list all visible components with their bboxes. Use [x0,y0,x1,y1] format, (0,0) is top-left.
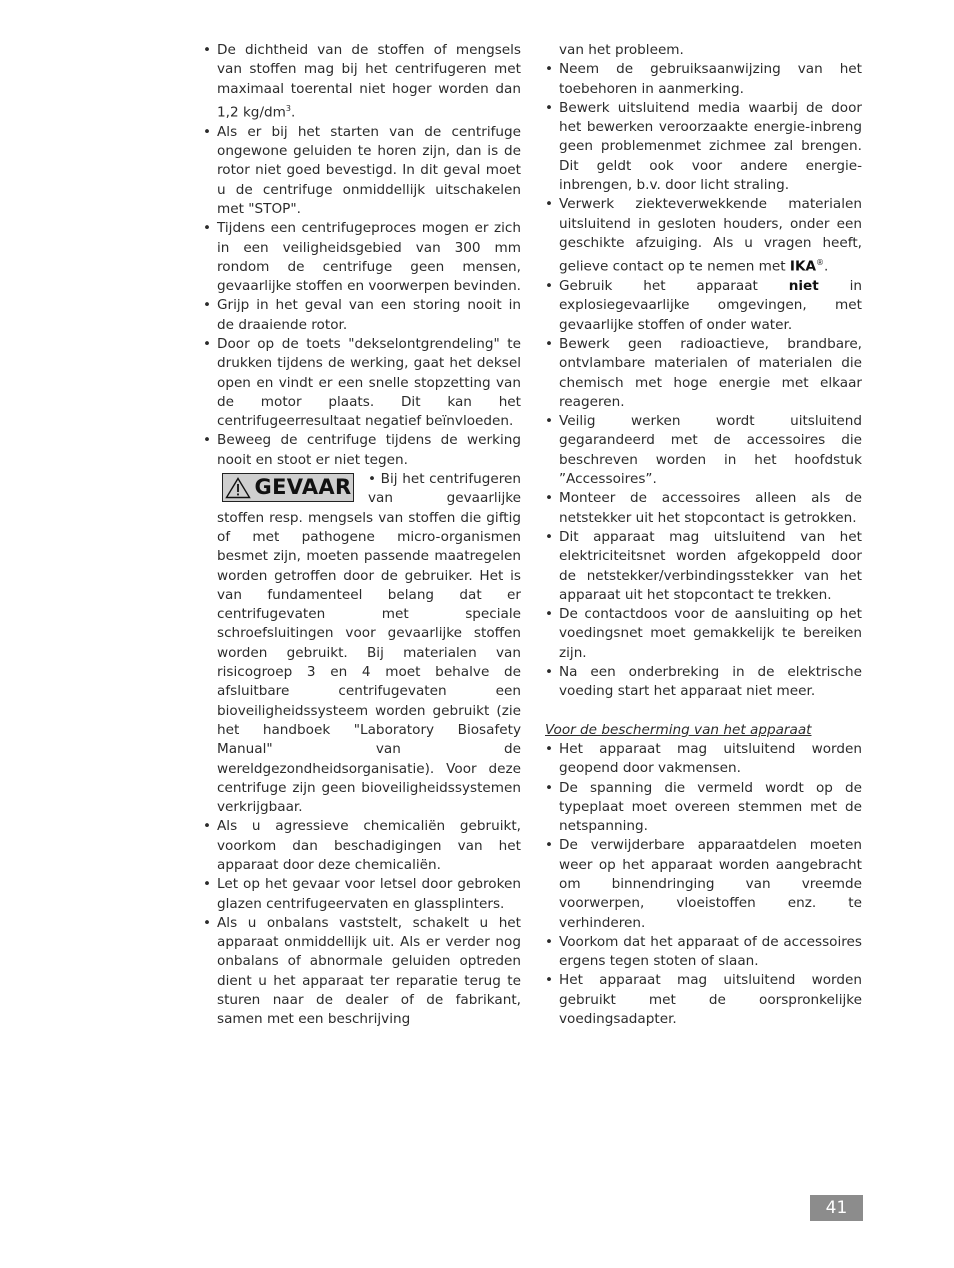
registered-mark: ® [816,258,825,268]
list-item [203,431,521,470]
list-item [203,296,521,335]
right-column [545,41,862,1029]
bullet: • [203,297,212,314]
item-text-tail: in explosiegevaarlijke omgevingen, met gevaarlijke stoffen of onder water. [559,278,862,333]
item-text: Het apparaat mag uitsluitend worden gebruikt met de oorspronkelijke voedingsadapter. [559,972,862,1028]
item-text: Let op het gevaar voor letsel door gebroken glazen centrifugeervaten en glassplinters. [217,876,521,912]
danger-badge [222,473,354,502]
item-text: Het apparaat mag uitsluitend worden geopend door vakmensen. [559,740,862,777]
bullet: • [545,335,554,352]
list-item [545,489,862,528]
bullet: • [545,606,554,623]
bullet: • [203,123,212,140]
brand-name: IKA [789,258,817,275]
list-item [545,663,862,702]
bullet: • [545,278,554,295]
item-text: Als u agressieve chemicaliën gebruikt, voorkom dan beschadigingen van het apparaat door deze chemicaliën. [217,818,521,873]
list-item [203,914,521,1030]
item-text: Verwerk ziekteverwekkende materialen uitsluitend in gesloten houders, onder een geschikte afzuiging. Als u vragen heeft, gelieve contact op te nemen met [559,196,862,275]
item-text: Veilig werken wordt uitsluitend gegarandeerd met de accessoires die beschreven worden in het hoofdstuk ”Accessoires”. [559,413,862,488]
item-text: Na een onderbreking in de elektrische voeding start het apparaat niet meer. [559,664,862,700]
bullet: • [545,740,554,757]
danger-text: • Bij het centrifugeren van gevaarlijke stoffen resp. mengsels van stoffen die giftig of met pathogene micro-organismen besmet zijn, moeten passende maatregelen worden getroffen door de gebruiker. Het is van fundamenteel belang dat er centrifugevaten met speciale schroefsluitingen voor gevaarlijke stoffen worden gebruikt. Bij materialen van risicogroep 3 en 4 moet behalve de afsluitbare centrifugevaten een bioveiligheidssysteem worden gebruikt (zie het handboek "Laboratory Biosafety Manual" van de wereldgezondheidsorganisatie). Voor deze centrifuge zijn geen bioveiligheidssystemen verkrijgbaar. [217,471,521,816]
item-text: Beweeg de centrifuge tijdens de werking nooit en stoot er niet tegen. [217,432,521,468]
bullet: • [545,837,554,854]
list-item [545,277,862,335]
item-text: Bewerk geen radioactieve, brandbare, ontvlambare materialen of materialen die chemisch met hoge energie met elkaar reageren. [559,335,862,410]
bullet: • [545,99,554,116]
bullet: • [545,664,554,681]
item-text: Voorkom dat het apparaat of de accessoires ergens tegen stoten of slaan. [559,933,862,970]
emphasis: niet [788,278,819,295]
item-text: Dit apparaat mag uitsluitend van het elektriciteitsnet worden afgekoppeld door de netstekker/verbindingsstekker van het apparaat uit het stopcontact te trekken. [559,528,862,603]
list-item [545,779,862,837]
bullet: • [545,779,554,796]
item-text: Als u onbalans vaststelt, schakelt u het apparaat onmiddellijk uit. Als er verder nog onbalans of abnormale geluiden optreden dient u het apparaat ter reparatie terug te sturen naar de dealer of de fabrikant, samen met een beschrijving [217,914,521,1028]
item-text: Door op de toets "dekselontgrendeling" te drukken tijdens de werking, gaat het deksel open en vindt er een snelle stopzetting van de motor plaats. Dit kan het centrifugeerresultaat negatief beïnvloeden. [217,335,521,430]
item-text: Grijp in het geval van een storing nooit in de draaiende rotor. [217,297,521,333]
list-item [545,412,862,489]
bullet: • [545,933,554,950]
bullet: • [203,876,212,893]
list-item [203,123,521,219]
item-text-tail: . [291,104,296,121]
danger-label: GEVAAR [254,474,352,499]
bullet: • [203,335,212,352]
warning-triangle-icon [225,477,251,499]
bullet: • [203,432,212,449]
item-text: De spanning die vermeld wordt op de typeplaat moet overeen stemmen met de netspanning. [559,779,862,835]
item-text: De dichtheid van de stoffen of mengsels van stoffen mag bij het centrifugeren met maximaal toerental niet hoger worden dan 1,2 kg/dm [217,42,521,121]
section-heading: Voor de bescherming van het apparaat [545,721,812,738]
item-text: Gebruik het apparaat [559,278,789,295]
continuation-text: van het probleem. [559,42,684,58]
bullet: • [545,490,554,507]
bullet: • [203,42,212,58]
bullet: • [545,196,554,213]
bullet: • [545,972,554,989]
list-item [203,219,521,296]
list-item [545,836,862,932]
list-item [203,875,521,914]
list-item [203,817,521,875]
danger-warning-block [203,470,521,817]
superscript: 3 [285,103,291,113]
list-item [545,740,862,779]
list-item [545,605,862,663]
bullet: • [545,413,554,430]
bullet: • [545,528,554,545]
bullet: • [203,220,212,237]
item-text: Als er bij het starten van de centrifuge ongewone geluiden te horen zijn, dan is de rotor niet goed bevestigd. In dit geval moet u de centrifuge onmiddellijk uitschakelen met "STOP". [217,123,521,217]
list-item [203,41,521,123]
item-text: De verwijderbare apparaatdelen moeten weer op het apparaat worden aangebracht om binnendringing van vreemde voorwerpen, vloeistoffen enz. te verhinderen. [559,837,862,931]
left-column [203,41,521,1030]
item-text: Neem de gebruiksaanwijzing van het toebehoren in aanmerking. [559,61,862,97]
item-text: Monteer de accessoires alleen als de netstekker uit het stopcontact is getrokken. [559,490,862,526]
list-item [203,335,521,431]
list-item [545,335,862,412]
bullet: • [545,61,554,78]
list-item [545,60,862,99]
item-text-tail: . [824,258,829,275]
bullet: • [203,818,212,835]
list-item [545,971,862,1029]
list-item [545,99,862,195]
item-text: De contactdoos voor de aansluiting op het voedingsnet moet gemakkelijk te bereiken zijn. [559,606,862,661]
list-item [545,528,862,605]
item-text: Bewerk uitsluitend media waarbij de door het bewerken veroorzaakte energie-inbreng geen problemenmet zichmee zal brengen. Dit geldt ook voor andere energie-inbrengen, b.v. door licht straling. [559,99,862,194]
item-text: Tijdens een centrifugeproces mogen er zich in een veiligheidsgebied van 300 mm rondom de centrifuge geen mensen, gevaarlijke stoffen en voorwerpen bevinden. [217,220,522,295]
list-item [545,195,862,277]
list-item [545,933,862,972]
bullet: • [203,914,212,931]
page-number: 41 [810,1195,863,1221]
